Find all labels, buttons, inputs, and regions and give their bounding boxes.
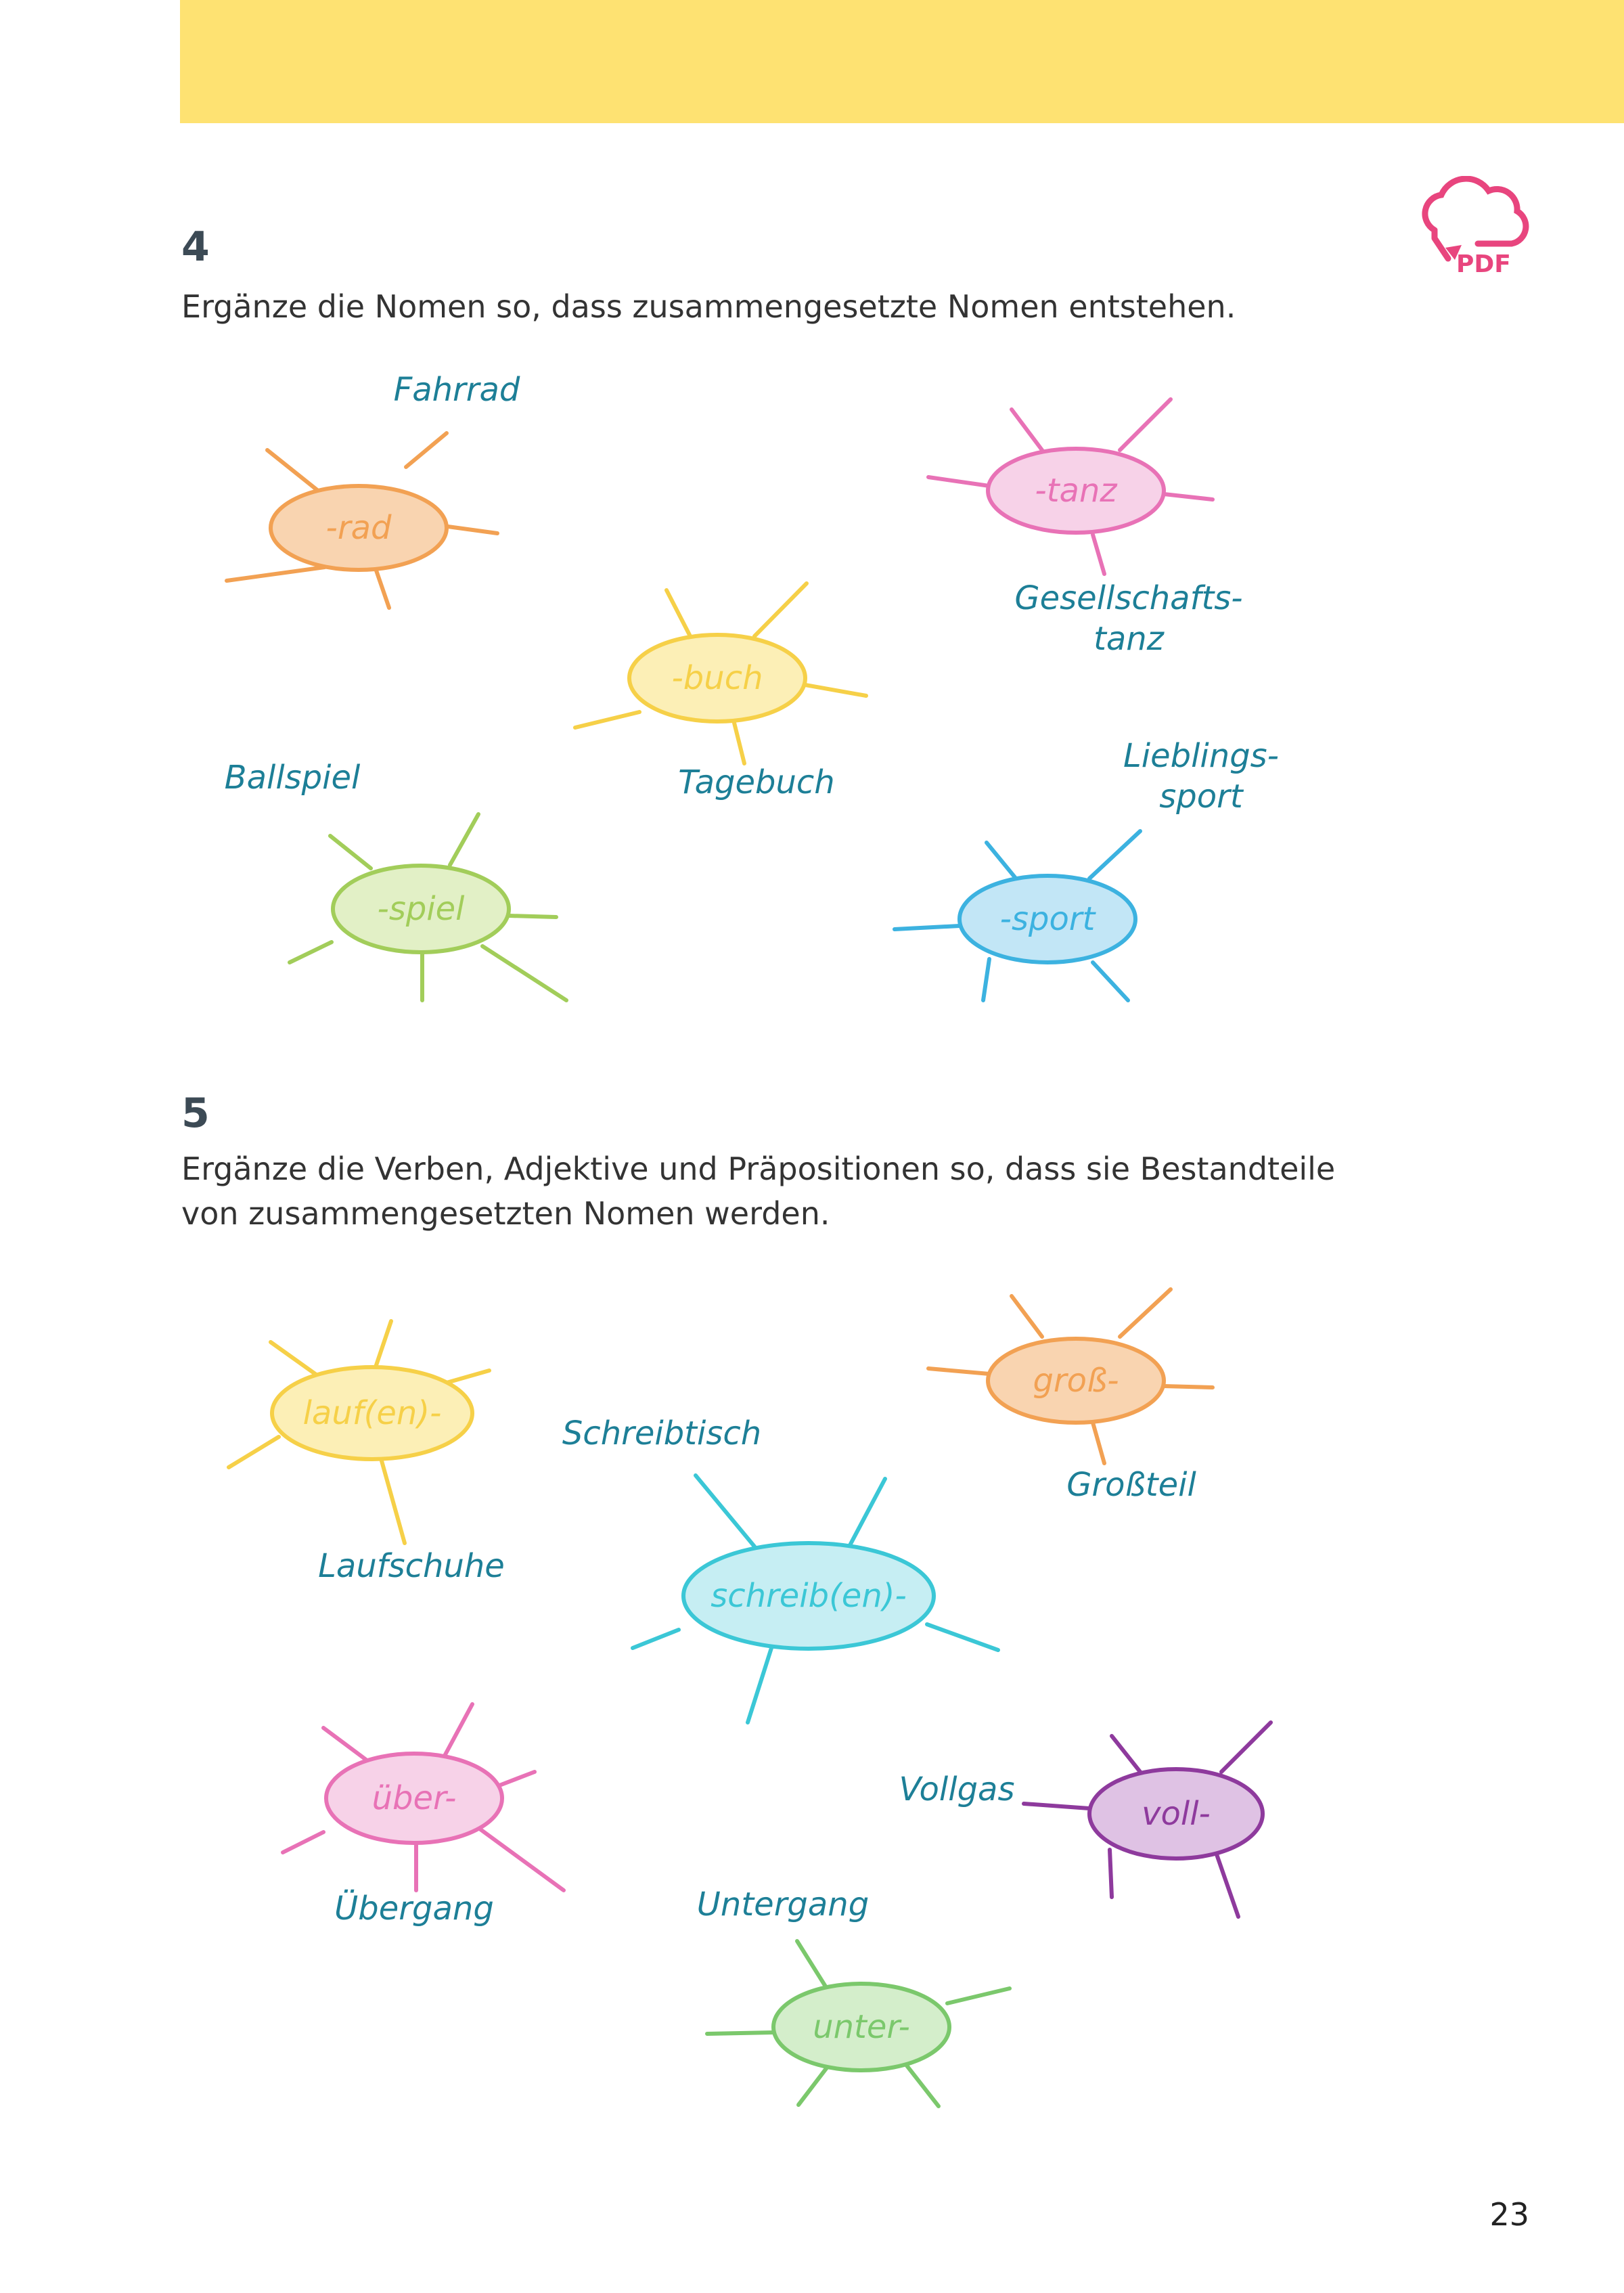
sun-ray xyxy=(1024,1804,1089,1808)
sun-ray xyxy=(1089,831,1140,878)
sun-ray xyxy=(447,1371,489,1383)
exercise-5-instruction-line1: Ergänze die Verben, Adjektive und Präpositionen so, dass sie Bestandteile xyxy=(181,1151,1336,1187)
sun-ray xyxy=(1217,1854,1238,1917)
word-sun-unter xyxy=(697,1886,1010,2106)
sun-ray xyxy=(229,1437,279,1467)
sun-ray xyxy=(482,946,566,1000)
word-sun-voll xyxy=(899,1722,1271,1917)
exercise-4-instruction: Ergänze die Nomen so, dass zusammengesetzte Nomen entstehen. xyxy=(181,288,1236,325)
sun-ray xyxy=(667,590,690,636)
word-sun-ueber xyxy=(283,1704,564,1928)
answer-text: Tagebuch xyxy=(678,763,835,801)
sun-ray xyxy=(1012,409,1042,450)
exercise-5-instruction-line2: von zusammengesetzten Nomen werden. xyxy=(181,1195,830,1232)
answer-text: Gesellschafts-tanz xyxy=(1014,579,1243,658)
sun-ray xyxy=(450,814,478,865)
word-sun-spiel xyxy=(225,759,566,1000)
sun-ray xyxy=(283,1832,323,1852)
page-number: 23 xyxy=(1489,2196,1529,2233)
sun-ray xyxy=(575,712,639,728)
sun-ray xyxy=(983,959,989,1000)
word-sun-lauf xyxy=(229,1321,505,1585)
word-sun-tanz xyxy=(928,399,1243,658)
sun-ray xyxy=(1120,1289,1171,1337)
sun-ray xyxy=(448,527,497,533)
sun-ray xyxy=(1093,1423,1104,1463)
sun-ray xyxy=(267,450,318,491)
sun-ray xyxy=(406,433,447,467)
answer-text: Ballspiel xyxy=(224,759,361,797)
sun-ray xyxy=(1093,962,1128,1000)
answer-text: Lieblings-sport xyxy=(1123,737,1279,816)
sun-oval-label: -tanz xyxy=(1035,472,1117,510)
sun-ray xyxy=(805,685,866,696)
answer-text: Fahrrad xyxy=(393,371,520,409)
word-sun-gross xyxy=(928,1289,1213,1504)
sun-ray xyxy=(290,942,332,962)
sun-ray xyxy=(797,1941,826,1986)
sun-ray xyxy=(754,583,807,636)
sun-oval-label: voll- xyxy=(1142,1795,1211,1833)
word-sun-rad xyxy=(227,371,520,608)
answer-text: Untergang xyxy=(696,1886,870,1923)
sun-oval-label: schreib(en)- xyxy=(710,1577,907,1615)
word-sun-sport xyxy=(895,737,1279,1000)
sun-oval-label: -sport xyxy=(999,900,1096,938)
sun-ray xyxy=(798,2068,827,2105)
sun-ray xyxy=(1110,1850,1112,1897)
sun-ray xyxy=(895,926,960,929)
sun-ray xyxy=(376,569,389,608)
answer-text: Vollgas xyxy=(899,1771,1015,1808)
sun-ray xyxy=(381,1459,405,1543)
sun-ray xyxy=(1112,1736,1140,1772)
sun-ray xyxy=(271,1342,318,1376)
word-sun-schreib xyxy=(562,1415,998,1722)
sun-ray xyxy=(696,1475,754,1546)
sun-ray xyxy=(1120,399,1171,450)
sun-ray xyxy=(480,1829,564,1890)
sun-ray xyxy=(748,1648,771,1722)
sun-oval-label: -buch xyxy=(671,659,763,697)
sun-oval-label: -rad xyxy=(325,509,392,547)
sun-ray xyxy=(323,1728,369,1762)
sun-ray xyxy=(849,1479,885,1546)
sun-ray xyxy=(1093,535,1104,574)
sun-ray xyxy=(927,1624,998,1650)
sun-ray xyxy=(1164,494,1213,499)
sun-ray xyxy=(509,916,556,917)
answer-text: Schreibtisch xyxy=(562,1415,762,1452)
answer-text: Übergang xyxy=(334,1890,494,1928)
sun-ray xyxy=(928,1368,989,1374)
answer-text: Großteil xyxy=(1066,1466,1196,1504)
sun-ray xyxy=(499,1772,535,1785)
exercise-4-number: 4 xyxy=(181,223,210,271)
sun-ray xyxy=(928,477,989,486)
sun-ray xyxy=(987,843,1017,880)
sun-oval-label: unter- xyxy=(813,2008,910,2046)
pdf-label: PDF xyxy=(1456,250,1511,278)
sun-ray xyxy=(443,1704,472,1758)
sun-ray xyxy=(1221,1722,1271,1772)
sun-ray xyxy=(1012,1296,1042,1337)
sun-ray xyxy=(734,723,744,763)
sun-ray xyxy=(1164,1386,1213,1387)
sun-ray xyxy=(907,2066,939,2106)
sun-ray xyxy=(227,567,325,581)
sun-ray xyxy=(947,1988,1010,2003)
sun-oval-label: lauf(en)- xyxy=(302,1394,442,1432)
answer-text: Laufschuhe xyxy=(318,1547,505,1585)
word-sun-buch xyxy=(575,583,866,801)
exercise-5-number: 5 xyxy=(181,1090,210,1137)
sun-oval-label: -spiel xyxy=(377,890,465,928)
sun-oval-label: über- xyxy=(371,1779,457,1817)
sun-ray xyxy=(330,836,371,868)
sun-ray xyxy=(707,2032,775,2034)
sun-ray xyxy=(633,1630,679,1648)
sun-ray xyxy=(376,1321,391,1367)
sun-oval-label: groß- xyxy=(1033,1362,1119,1400)
